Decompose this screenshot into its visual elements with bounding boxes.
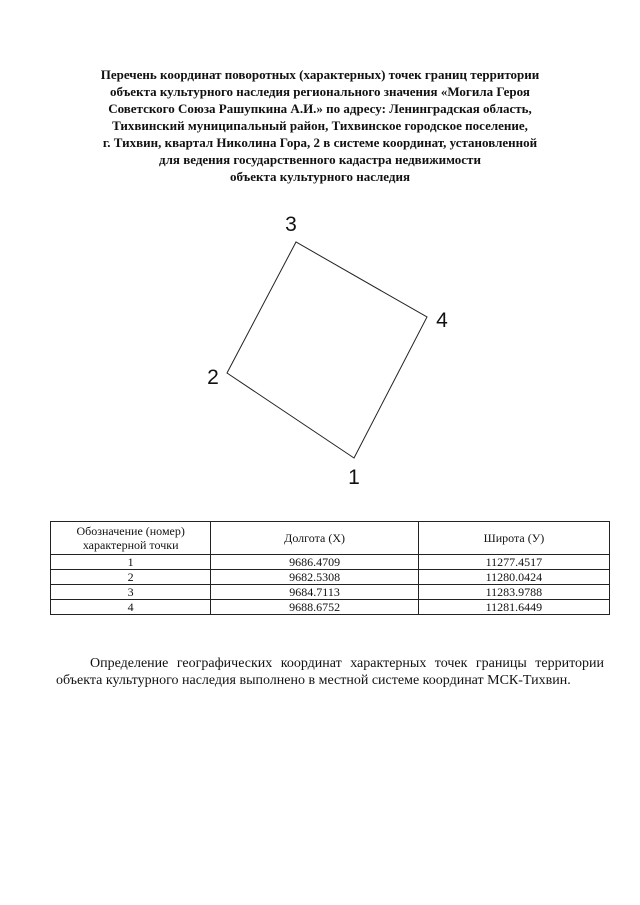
boundary-diagram-svg [0, 200, 640, 500]
point-label-2: 2 [207, 366, 219, 389]
heading-line-3: Советского Союза Рашупкина А.И.» по адресу: Ленинградская область, [108, 101, 532, 116]
header-point: Обозначение (номер) характерной точки [51, 522, 211, 555]
cell-y: 11283.9788 [418, 585, 609, 600]
cell-y: 11281.6449 [418, 600, 609, 615]
boundary-diagram [0, 200, 640, 500]
cell-x: 9688.6752 [211, 600, 418, 615]
boundary-polygon [227, 242, 427, 458]
table-row [51, 585, 610, 600]
heading-line-1: Перечень координат поворотных (характерных) точек границ территории [100, 67, 540, 82]
header-y: Широта (У) [418, 522, 609, 555]
cell-point: 1 [51, 555, 211, 570]
cell-point: 2 [51, 570, 211, 585]
coordinate-system-note: Определение географических координат характерных точек границы территории объекта культурного наследия выполнено в местной системе координат МСК-Тихвин. [56, 656, 604, 688]
cell-y: 11280.0424 [418, 570, 609, 585]
document-heading [40, 66, 600, 185]
table-row [51, 600, 610, 615]
cell-y: 11277.4517 [418, 555, 609, 570]
point-label-3: 3 [285, 213, 297, 236]
table-header-row [51, 522, 610, 555]
header-x: Долгота (Х) [211, 522, 418, 555]
heading-line-4: Тихвинский муниципальный район, Тихвинское городское поселение, [112, 118, 528, 133]
point-label-1: 1 [348, 466, 360, 489]
heading-line-6: для ведения государственного кадастра недвижимости [159, 152, 481, 167]
cell-point: 4 [51, 600, 211, 615]
cell-point: 3 [51, 585, 211, 600]
cell-x: 9682.5308 [211, 570, 418, 585]
heading-line-7: объекта культурного наследия [230, 169, 410, 184]
cell-x: 9686.4709 [211, 555, 418, 570]
cell-x: 9684.7113 [211, 585, 418, 600]
table-row [51, 555, 610, 570]
coordinates-table [50, 521, 610, 615]
point-label-4: 4 [436, 309, 448, 332]
table-row [51, 570, 610, 585]
heading-line-5: г. Тихвин, квартал Николина Гора, 2 в системе координат, установленной [102, 135, 538, 150]
heading-line-2: объекта культурного наследия регионального значения «Могила Героя [110, 84, 530, 99]
